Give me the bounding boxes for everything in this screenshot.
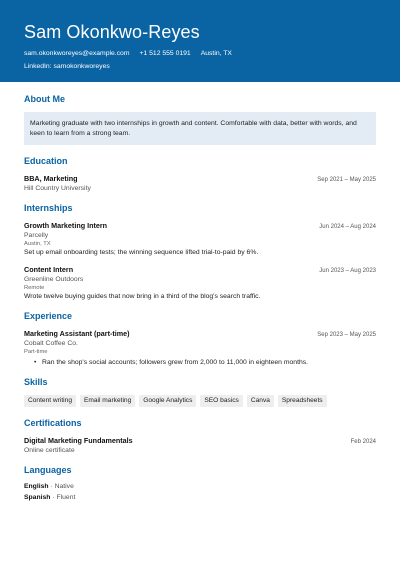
contact-phone: +1 512 555 0191 xyxy=(139,50,191,57)
internship-role: Growth Marketing Intern xyxy=(24,221,108,230)
skill-tag: Google Analytics xyxy=(139,395,196,407)
internship-location: Austin, TX xyxy=(24,241,51,247)
internship-date: Jun 2023 – Aug 2023 xyxy=(319,268,376,274)
language-name: Spanish xyxy=(24,494,51,501)
internship-entry xyxy=(24,221,376,256)
section-title-skills: Skills xyxy=(24,377,48,387)
resume-header xyxy=(0,0,400,82)
experience-bullets xyxy=(24,359,376,366)
education-school: Hill Country University xyxy=(24,185,91,192)
internship-location: Remote xyxy=(24,285,45,291)
internship-description: Wrote twelve buying guides that now bring in a third of the blog's search traffic. xyxy=(24,293,261,300)
section-title-education: Education xyxy=(24,156,68,166)
skill-tag: Email marketing xyxy=(80,395,135,407)
language-name: English xyxy=(24,483,49,490)
language-level: · Native xyxy=(48,483,74,490)
internship-role: Content Intern xyxy=(24,265,74,274)
education-entry xyxy=(24,174,376,192)
contact-location: Austin, TX xyxy=(200,50,232,57)
contact-row xyxy=(24,50,376,57)
section-title-experience: Experience xyxy=(24,311,73,321)
experience-company: Cobalt Coffee Co. xyxy=(24,340,78,347)
certification-name: Digital Marketing Fundamentals xyxy=(24,436,133,445)
education-degree: BBA, Marketing xyxy=(24,174,78,183)
skill-tag: Content writing xyxy=(24,395,76,407)
education-date: Sep 2021 – May 2025 xyxy=(317,177,376,183)
language-item xyxy=(24,494,376,501)
certification-date: Feb 2024 xyxy=(350,439,376,445)
internship-date: Jun 2024 – Aug 2024 xyxy=(319,224,376,230)
section-title-internships: Internships xyxy=(24,203,73,213)
list-item xyxy=(34,359,376,366)
experience-entry xyxy=(24,329,376,366)
section-title-languages: Languages xyxy=(24,465,72,475)
skill-tag: Canva xyxy=(247,395,274,407)
certification-entry xyxy=(24,436,376,454)
section-title-certifications: Certifications xyxy=(24,418,82,428)
candidate-name: Sam Okonkwo-Reyes xyxy=(24,22,200,42)
experience-type: Part-time xyxy=(24,349,48,355)
resume-body xyxy=(0,94,400,501)
internship-company: Greenline Outdoors xyxy=(24,276,84,283)
language-item xyxy=(24,483,376,490)
skill-tag: Spreadsheets xyxy=(278,395,327,407)
skills-list xyxy=(24,395,376,407)
bullet-icon: • xyxy=(34,359,37,366)
certification-type: Online certificate xyxy=(24,447,75,454)
internship-company: Parcelly xyxy=(24,232,49,239)
contact-linkedin[interactable]: LinkedIn: samokonkworeyes xyxy=(24,63,110,70)
experience-date: Sep 2023 – May 2025 xyxy=(317,332,376,338)
language-level: · Fluent xyxy=(50,494,76,501)
experience-bullet-text: Ran the shop's social accounts; followers grew from 2,000 to 11,000 in eighteen months. xyxy=(42,359,309,366)
skill-tag: SEO basics xyxy=(200,395,242,407)
about-summary: Marketing graduate with two internships in growth and content. Comfortable with data, better with words, and keen to learn from a strong team. xyxy=(24,112,376,145)
contact-email[interactable]: sam.okonkworeyes@example.com xyxy=(24,50,130,57)
section-title-about: About Me xyxy=(24,94,65,104)
internship-entry xyxy=(24,265,376,300)
experience-role: Marketing Assistant (part-time) xyxy=(24,329,130,338)
internship-description: Set up email onboarding tests; the winning sequence lifted trial-to-paid by 6%. xyxy=(24,249,259,256)
